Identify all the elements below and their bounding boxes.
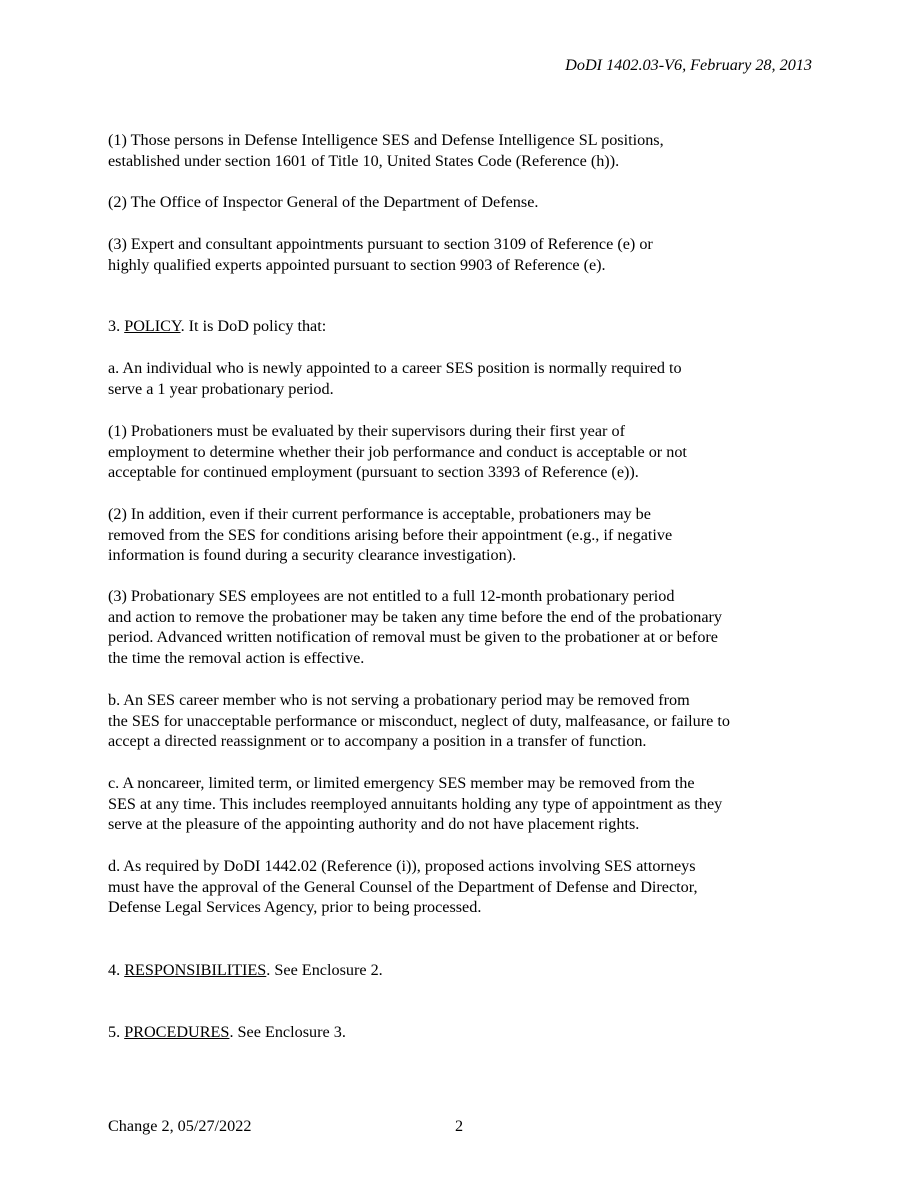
paragraph: b. An SES career member who is not serving a probationary period may be removed from the SES for unacceptable performance or misconduct, neglect of duty, malfeasance, or failure to accept a directed reassignment or to accompany a position in a transfer of function. [108, 691, 730, 751]
section-number: 4. [108, 961, 125, 979]
policy-heading [108, 316, 812, 337]
policy-item-a [108, 358, 812, 399]
exception-text: (2) The Office of Inspector General of the Department of Defense. [108, 193, 539, 211]
paragraph: a. An individual who is newly appointed to a career SES position is normally required to serve a 1 year probationary period. [108, 359, 682, 398]
policy-item-a-2 [108, 504, 812, 566]
section-title: POLICY [124, 317, 181, 335]
section-text: . See Enclosure 2. [266, 961, 383, 979]
section-number: 5. [108, 1023, 125, 1041]
policy-item-c [108, 773, 812, 835]
paragraph: c. A noncareer, limited term, or limited emergency SES member may be removed from the SES at any time. This includes reemployed annuitants holding any type of appointment as they serve at the pleasure of the appointing authority and do not have placement rights. [108, 774, 723, 834]
paragraph: d. As required by DoDI 1442.02 (Reference (i)), proposed actions involving SES attorneys must have the approval of the General Counsel of the Department of Defense and Director, Defense Legal Services Agency, prior to being processed. [108, 857, 698, 917]
exception-text: (3) Expert and consultant appointments pursuant to section 3109 of Reference (e) or highly qualified experts appointed pursuant to section 9903 of Reference (e). [108, 235, 653, 274]
responsibilities-section [108, 960, 812, 981]
policy-item-d [108, 856, 812, 918]
exception-item-2 [108, 192, 812, 213]
paragraph: (3) Probationary SES employees are not entitled to a full 12-month probationary period and action to remove the probationer may be taken any time before the end of the probationary period. Advanced written notification of removal must be given to the probationer at or before the time the removal action is effective. [108, 587, 722, 668]
section-lead: . It is DoD policy that: [180, 317, 327, 335]
exception-item-3 [108, 234, 812, 275]
paragraph: (1) Probationers must be evaluated by their supervisors during their first year of employment to determine whether their job performance and conduct is acceptable or not acceptable for continued employment (pursuant to section 3393 of Reference (e)). [108, 422, 687, 482]
exception-text: (1) Those persons in Defense Intelligence SES and Defense Intelligence SL positions, established under section 1601 of Title 10, United States Code (Reference (h)). [108, 131, 664, 170]
policy-item-a-1 [108, 421, 812, 483]
policy-item-b [108, 690, 812, 752]
exception-item-1 [108, 130, 812, 171]
section-title: PROCEDURES [124, 1023, 230, 1041]
running-header: DoDI 1402.03-V6, February 28, 2013 [565, 56, 812, 74]
policy-item-a-3 [108, 586, 812, 669]
section-text: . See Enclosure 3. [229, 1023, 346, 1041]
page-number: 2 [455, 1117, 464, 1135]
paragraph: (2) In addition, even if their current performance is acceptable, probationers may be removed from the SES for conditions arising before their appointment (e.g., if negative information is found during a security clearance investigation). [108, 505, 673, 565]
section-title: RESPONSIBILITIES [124, 961, 267, 979]
procedures-section [108, 1022, 812, 1043]
section-number: 3. [108, 317, 125, 335]
footer-change-note: Change 2, 05/27/2022 [108, 1117, 252, 1135]
